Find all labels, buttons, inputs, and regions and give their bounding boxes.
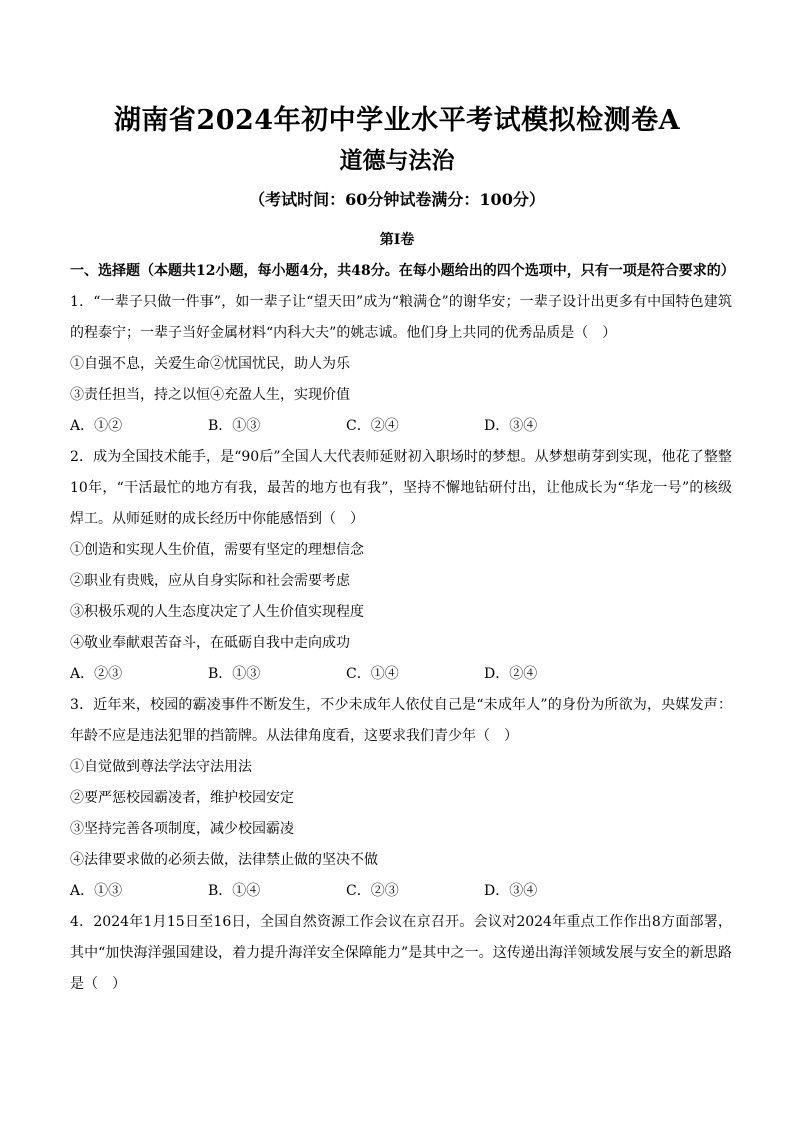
question-1 (70, 287, 732, 442)
choice-c[interactable]: C．①④ (346, 666, 399, 682)
statement-line: ③坚持完善各项制度，减少校园霸凌 (70, 821, 294, 837)
choice-a[interactable]: A．①② (70, 418, 123, 434)
statement-line: ④法律要求做的必须去做，法律禁止做的坚决不做 (70, 852, 378, 868)
choice-b[interactable]: B．①③ (208, 666, 261, 682)
choice-a[interactable]: A．②③ (70, 666, 123, 682)
question-4 (70, 907, 732, 1000)
choice-c[interactable]: C．②③ (346, 883, 399, 899)
question-stem: 2．成为全国技术能手，是“90后”全国人大代表师延财初入职场时的梦想。从梦想萌芽到实现，他花了整整10年，“干活最忙的地方有我，最苦的地方也有我”，坚持不懈地钻研付出，让他成长为“华龙一号”的核级焊工。从师延财的成长经历中你能感悟到（ ） (70, 449, 732, 527)
question-3 (70, 690, 732, 907)
choice-b[interactable]: B．①④ (208, 883, 261, 899)
choice-d[interactable]: D．②④ (484, 666, 538, 682)
question-content (70, 256, 735, 1000)
subject-title: 道德与法治 (339, 147, 455, 174)
page-title: 湖南省2024年初中学业水平考试模拟检测卷A (113, 105, 681, 136)
volume-label: 第I卷 (379, 232, 415, 248)
statement-line: ①自强不息，关爱生命②忧国忧民，助人为乐 (70, 356, 350, 372)
choice-d[interactable]: D．③④ (484, 418, 538, 434)
question-2 (70, 442, 732, 690)
answer-choices (70, 876, 732, 907)
question-stem: 1．“一辈子只做一件事”，如一辈子让“望天田”成为“粮满仓”的谢华安；一辈子设计出更多有中国特色建筑的程泰宁；一辈子当好金属材料“内科大夫”的姚志诚。他们身上共同的优秀品质是（ ） (70, 294, 732, 341)
statement-line: ③责任担当，持之以恒④充盈人生，实现价值 (70, 387, 350, 403)
choice-c[interactable]: C．②④ (346, 418, 399, 434)
statement-line: ①自觉做到尊法学法守法用法 (70, 759, 252, 775)
statement-line: ③积极乐观的人生态度决定了人生价值实现程度 (70, 604, 364, 620)
choice-a[interactable]: A．①③ (70, 883, 123, 899)
exam-info: （考试时间：60分钟试卷满分：100分） (249, 190, 545, 209)
statement-line: ②职业有贵贱，应从自身实际和社会需要考虑 (70, 573, 350, 589)
statement-line: ②要严惩校园霸凌者，维护校园安定 (70, 790, 294, 806)
section-heading: 一、选择题（本题共12小题，每小题4分，共48分。在每小题给出的四个选项中，只有一项是符合要求的） (70, 263, 735, 279)
answer-choices (70, 659, 732, 690)
statement-line: ④敬业奉献艰苦奋斗，在砥砺自我中走向成功 (70, 635, 350, 651)
choice-d[interactable]: D．③④ (484, 883, 538, 899)
question-stem: 3．近年来，校园的霸凌事件不断发生，不少未成年人依仗自己是“未成年人”的身份为所欲为，央媒发声：年龄不应是违法犯罪的挡箭牌。从法律角度看，这要求我们青少年（ ） (70, 697, 732, 744)
choice-b[interactable]: B．①③ (208, 418, 261, 434)
question-stem: 4．2024年1月15日至16日，全国自然资源工作会议在京召开。会议对2024年重点工作作出8方面部署，其中“加快海洋强国建设，着力提升海洋安全保障能力”是其中之一。这传递出海洋领域发展与安全的新思路是（ ） (70, 914, 732, 992)
statement-line: ①创造和实现人生价值，需要有坚定的理想信念 (70, 542, 364, 558)
answer-choices (70, 411, 732, 442)
